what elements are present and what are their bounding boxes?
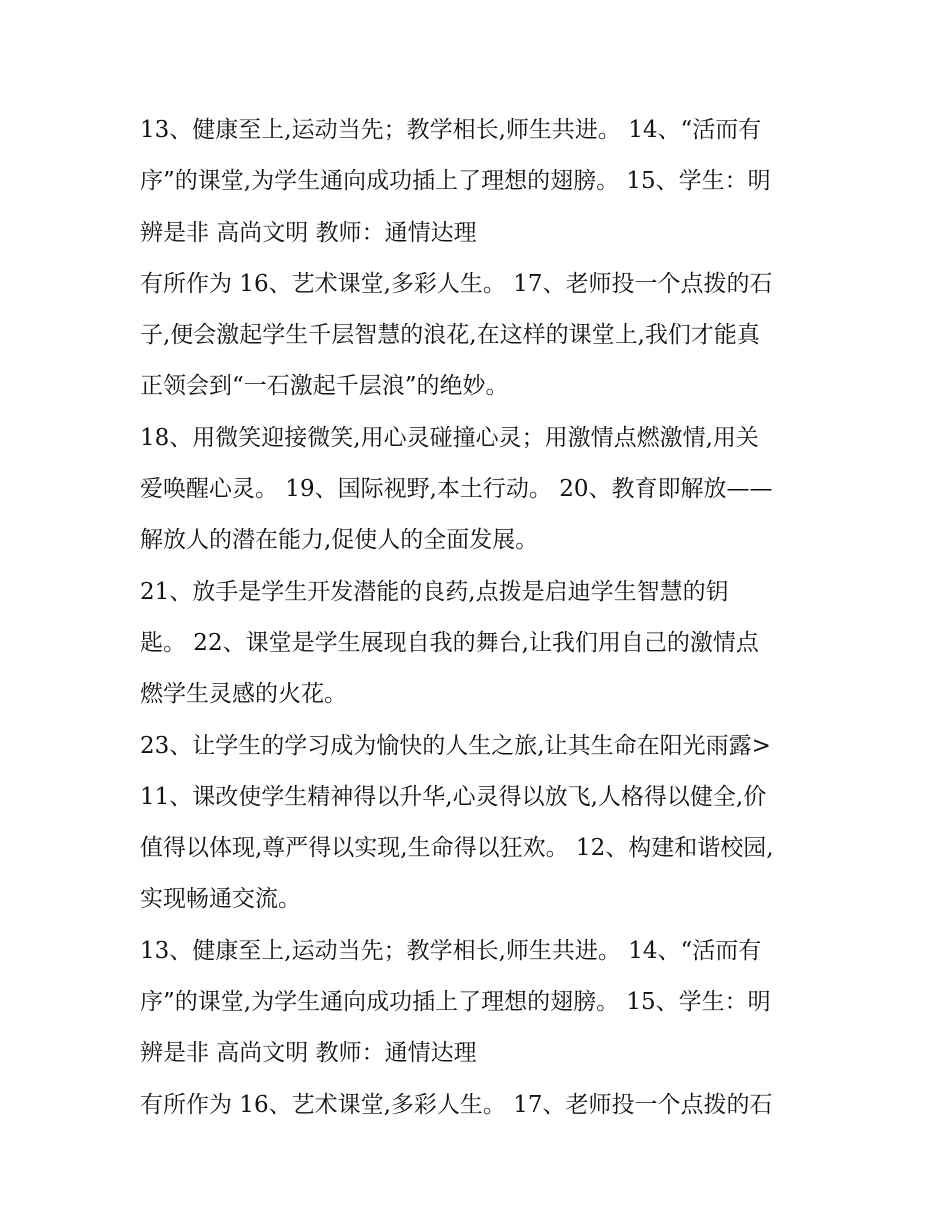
text-line: 子,便会激起学生千层智慧的浪花,在这样的课堂上,我们才能真 — [140, 322, 760, 349]
document-body — [140, 107, 820, 1133]
text-line: 21、放手是学生开发潜能的良药,点拨是启迪学生智慧的钥 — [140, 578, 729, 605]
text-line: 实现畅通交流。 — [140, 886, 301, 913]
text-line: 解放人的潜在能力,促使人的全面发展。 — [140, 527, 539, 554]
text-line: 13、健康至上,运动当先；教学相长,师生共进。 14、“活而有 — [140, 117, 762, 143]
text-line: 有所作为 16、艺术课堂,多彩人生。 17、老师投一个点拨的石 — [140, 1091, 773, 1118]
text-line: 序”的课堂,为学生通向成功插上了理想的翅膀。 15、学生：明 — [140, 168, 771, 195]
text-line: 有所作为 16、艺术课堂,多彩人生。 17、老师投一个点拨的石 — [140, 270, 773, 297]
text-line: 18、用微笑迎接微笑,用心灵碰撞心灵；用激情点燃激情,用关 — [140, 424, 759, 451]
text-line: 匙。 22、课堂是学生展现自我的舞台,让我们用自己的激情点 — [140, 629, 759, 656]
text-line: 序”的课堂,为学生通向成功插上了理想的翅膀。 15、学生：明 — [140, 989, 771, 1016]
text-line: 燃学生灵感的火花。 — [140, 681, 347, 708]
text-line: 13、健康至上,运动当先；教学相长,师生共进。 14、“活而有 — [140, 937, 762, 964]
text-line: 值得以体现,尊严得以实现,生命得以狂欢。 12、构建和谐校园, — [140, 835, 774, 862]
text-line: 辨是非 高尚文明 教师：通情达理 — [140, 219, 477, 246]
text-line: 爱唤醒心灵。 19、国际视野,本土行动。 20、教育即解放—— — [140, 476, 773, 503]
text-line: 23、让学生的学习成为愉快的人生之旅,让其生命在阳光雨露> — [140, 732, 771, 759]
text-line: 正领会到“一石激起千层浪”的绝妙。 — [140, 373, 509, 400]
text-line: 11、课改使学生精神得以升华,心灵得以放飞,人格得以健全,价 — [140, 783, 767, 810]
text-line: 辨是非 高尚文明 教师：通情达理 — [140, 1040, 477, 1067]
